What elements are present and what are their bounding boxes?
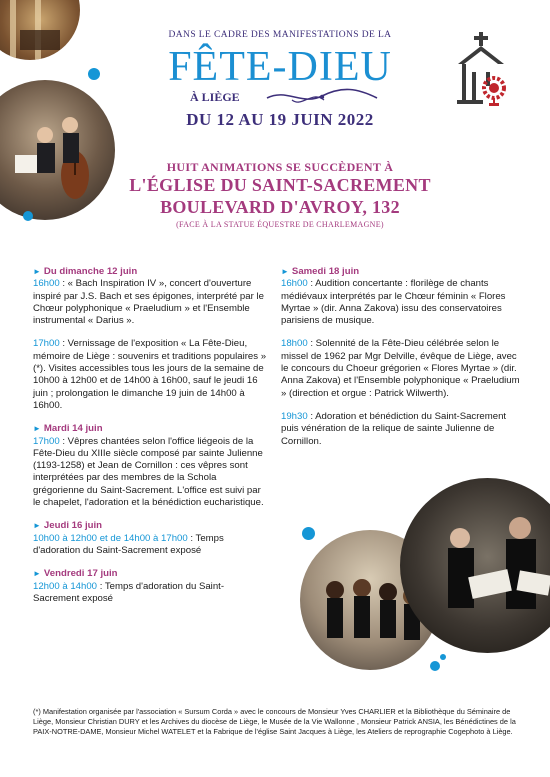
arrow-bullet-icon: ► xyxy=(33,424,41,434)
program-right-column xyxy=(281,266,521,459)
footnote: (*) Manifestation organisée par l'association « Sursum Corda » avec le concours de Monsieur Yves CHARLIER et la Bibliothèque du Séminaire de Liège, Monsieur Christian DURY et les Archives du diocèse de Liège, le Musée de la Vie Wallonne , Monsieur Patrick ANSIA, les Bénédictines de la PAIX-NOTRE-DAME, Monsieur Michel WATELET et la Fabrique de l'église Saint Jacques à Liège, les Ateliers de reprographie Cogephoto à Liège. xyxy=(33,707,516,737)
church-address: BOULEVARD D'AVROY, 132 xyxy=(160,197,400,217)
day-heading: ► Samedi 18 juin xyxy=(281,266,360,277)
church-logo-icon xyxy=(452,30,522,110)
event-paragraph: 12h00 à 14h00 : Temps d'adoration du Saint-Sacrement exposé xyxy=(33,580,225,604)
event-paragraph: 10h00 à 12h00 et de 14h00 à 17h00 : Temps d'adoration du Saint-Sacrement exposé xyxy=(33,532,224,556)
church-interior-sketch xyxy=(0,0,80,60)
decor-dot xyxy=(23,211,33,221)
church-name: L'ÉGLISE DU SAINT-SACREMENT xyxy=(129,175,431,195)
section-kicker: HUIT ANIMATIONS SE SUCCÈDENT À xyxy=(166,160,394,174)
day-heading: ► Vendredi 17 juin xyxy=(33,568,118,580)
decor-dot xyxy=(440,654,446,660)
program-left-column xyxy=(33,266,268,616)
arrow-bullet-icon: ► xyxy=(33,569,41,579)
header-subtitle: À LIÈGE xyxy=(190,90,240,104)
header-dates: DU 12 AU 19 JUIN 2022 xyxy=(186,110,374,129)
decor-dot xyxy=(88,68,100,80)
decor-dot xyxy=(302,527,315,540)
ornament-flourish xyxy=(262,86,382,108)
event-paragraph: 18h00 : Solennité de la Fête-Dieu célébrée selon le missel de 1962 par Mgr Delville, évêque de Liège, avec le concours du Choeur grégorien « Flores Myrtae » (dir. Anna Zakova) et l'Ensemble polyphonique « Praeludium » (direction et orgue : Patrick Wilwerth). xyxy=(281,338,520,399)
photo-instrumental-ensemble xyxy=(0,80,115,220)
arrow-bullet-icon: ► xyxy=(33,521,41,531)
day-heading: ► Du dimanche 12 juin xyxy=(33,266,138,277)
arrow-bullet-icon: ► xyxy=(33,267,41,276)
ensemble-sketch xyxy=(0,80,115,220)
header-title: FÊTE-DIEU xyxy=(168,44,392,90)
photo-church-interior xyxy=(0,0,80,60)
event-paragraph: 16h00 : Audition concertante : florilège de chants médiévaux interprétés par le Chœur féminin « Flores Myrtae » (dir. Anna Zakova) issu des conservatoires parisiens de musique. xyxy=(281,278,506,327)
header-kicker: DANS LE CADRE DES MANIFESTATIONS DE LA xyxy=(168,30,392,40)
event-paragraph: 16h00 : « Bach Inspiration IV », concert d'ouverture inspiré par J.S. Bach et ses épigones, interprété par le Chœur polyphonique « Praeludium » et l'Ensemble instrumental « Darius ». xyxy=(33,278,264,327)
event-paragraph: 17h00 : Vernissage de l'exposition « La Fête-Dieu, mémoire de Liège : souvenirs et traditions populaires » (*). Visites accessibles tous les jours de la semaine de 10h00 à 12h00 et de 14h00 à 16h00, sauf le jeudi 16 juin ; prolongation le dimanche 19 juin de 14h00 à 16h00. xyxy=(33,338,267,411)
day-heading: ► Mardi 14 juin xyxy=(33,423,103,435)
event-paragraph: 19h30 : Adoration et bénédiction du Saint-Sacrement puis vénération de la relique de sainte Julienne de Cornillon. xyxy=(281,410,507,447)
day-heading: ► Jeudi 16 juin xyxy=(33,520,103,532)
decor-dot xyxy=(430,661,440,671)
address-note: (FACE À LA STATUE ÉQUESTRE DE CHARLEMAGNE) xyxy=(176,220,384,229)
arrow-bullet-icon: ► xyxy=(281,267,289,276)
event-paragraph: 17h00 : Vêpres chantées selon l'office liégeois de la Fête-Dieu du XIIIe siècle composé par sainte Julienne (1193-1258) et Jean de Cornillon : ces vêpres sont interprétées par des membres de la Schola grégorienne du Saint-Sacrement. L'office est suivi par le chapelet, l'adoration et la bénédiction eucharistique. xyxy=(33,435,264,509)
